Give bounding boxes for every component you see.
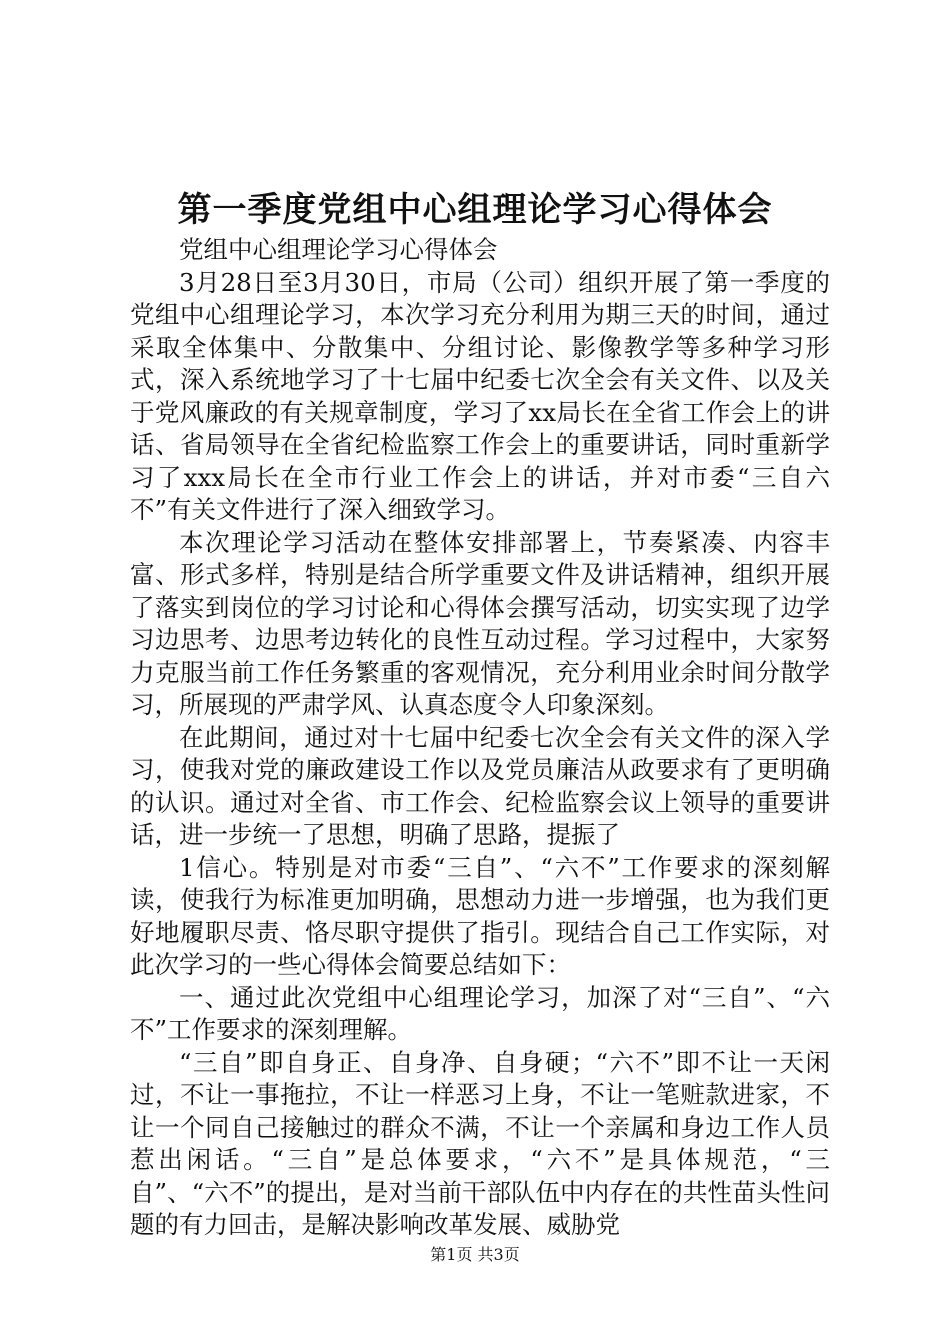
page-footer: 第1页 共3页 bbox=[430, 1245, 520, 1264]
body-paragraph: 1信心。特别是对市委“三自”、“六不”工作要求的深刻解读，使我行为标准更加明确，思想动力进一步增强，也为我们更好地履职尽责、恪尽职守提供了指引。现结合自己工作实际，对此次学习的一些心得体会简要总结如下： bbox=[130, 852, 830, 979]
body-paragraph: 本次理论学习活动在整体安排部署上，节奏紧凑、内容丰富、形式多样，特别是结合所学重要文件及讲话精神，组织开展了落实到岗位的学习讨论和心得体会撰写活动，切实实现了边学习边思考、边思考边转化的良性互动过程。学习过程中，大家努力克服当前工作任务繁重的客观情况，充分利用业余时间分散学习，所展现的严肃学风、认真态度令人印象深刻。 bbox=[130, 527, 830, 719]
body-paragraph: 党组中心组理论学习心得体会 bbox=[179, 235, 498, 264]
body-paragraph: “三自”即自身正、自身净、自身硬；“六不”即不让一天闲过，不让一事拖拉，不让一样恶习上身，不让一笔赃款进家，不让一个同自己接触过的群众不满，不让一个亲属和身边工作人员惹出闲话。“三自”是总体要求，“六不”是具体规范，“三自”、“六不”的提出，是对当前干部队伍中内存在的共性苗头性问题的有力回击，是解决影响改革发展、威胁党 bbox=[130, 1047, 830, 1239]
body-paragraph: 在此期间，通过对十七届中纪委七次全会有关文件的深入学习，使我对党的廉政建设工作以及党员廉洁从政要求有了更明确的认识。通过对全省、市工作会、纪检监察会议上领导的重要讲话，进一步统一了思想，明确了思路，提振了 bbox=[130, 722, 830, 849]
body-paragraph: 一、通过此次党组中心组理论学习，加深了对“三自”、“六不”工作要求的深刻理解。 bbox=[130, 982, 830, 1044]
body-paragraph: 3月28日至3月30日，市局（公司）组织开展了第一季度的党组中心组理论学习，本次学习充分利用为期三天的时间，通过采取全体集中、分散集中、分组讨论、影像教学等多种学习形式，深入系统地学习了十七届中纪委七次全会有关文件、以及关于党风廉政的有关规章制度，学习了xx局长在全省工作会上的讲话、省局领导在全省纪检监察工作会上的重要讲话，同时重新学习了xxx局长在全市行业工作会上的讲话，并对市委“三自六不”有关文件进行了深入细致学习。 bbox=[130, 267, 830, 524]
document-body bbox=[130, 234, 830, 1242]
document-title: 第一季度党组中心组理论学习心得体会 bbox=[177, 190, 773, 230]
